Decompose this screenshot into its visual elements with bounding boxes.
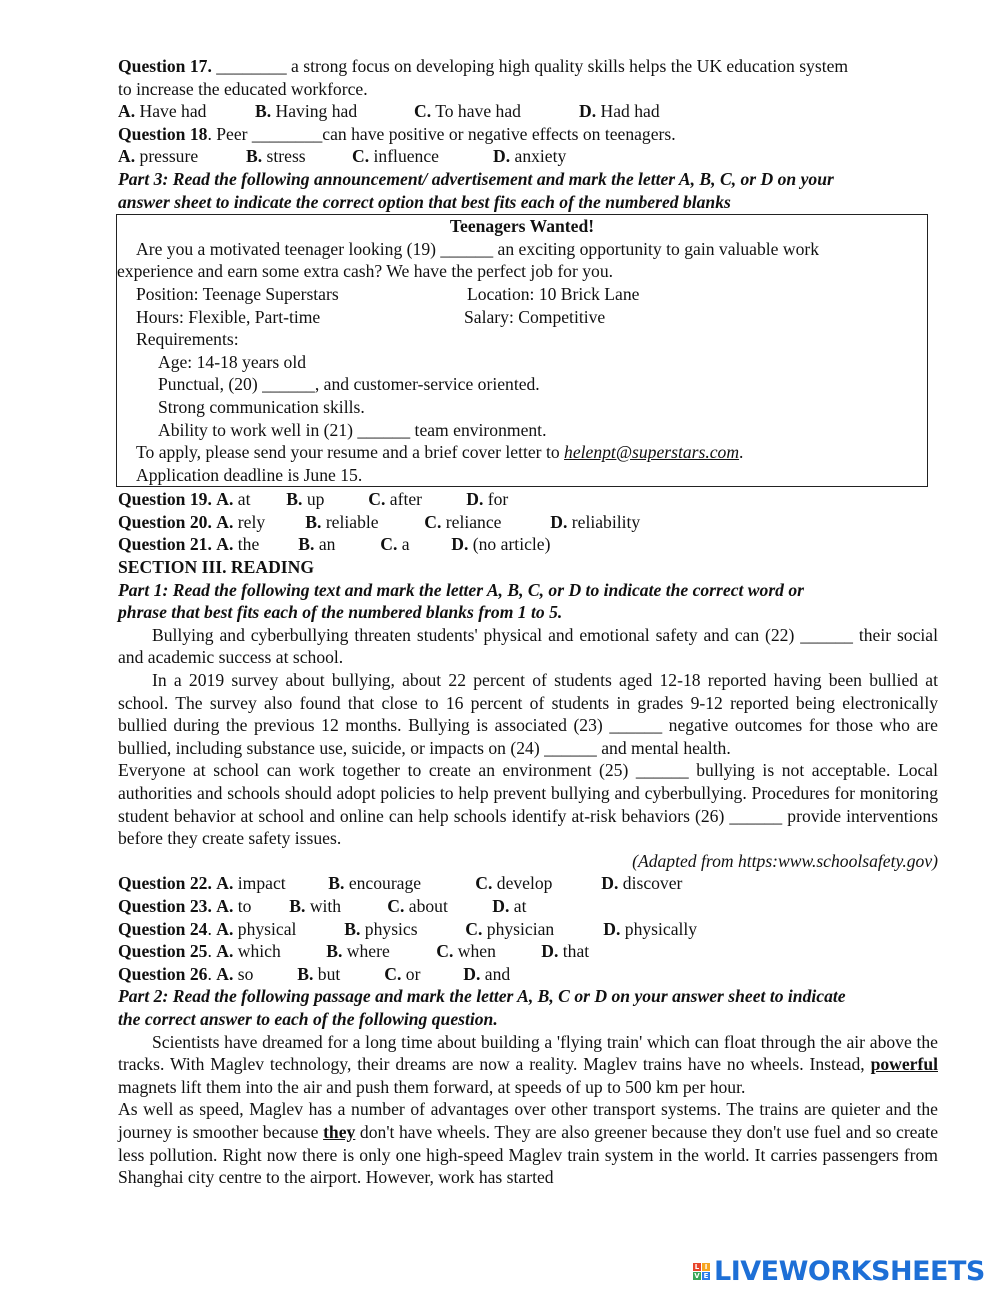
option-d[interactable]: D. for [466, 489, 509, 510]
option-c[interactable]: C. after [368, 489, 423, 510]
passage-2-paragraph-1: Scientists have dreamed for a long time about building a 'flying train' which can float through the air above the tracks. With Maglev technology, their dreams are now a reality. Maglev trains have no wheels. Instead, powerful magnets lift them into the air and push them forward, at speeds of up to 500 km per hour. [118, 1031, 938, 1097]
passage-1-paragraph-1: Bullying and cyberbullying threaten students' physical and emotional safety and can (22) ______ their social and academic success at school. [118, 624, 938, 668]
option-d[interactable]: D. at [492, 895, 527, 916]
requirement-teamwork: Ability to work well in (21) ______ team environment. [158, 419, 547, 440]
liveworksheets-logo[interactable] [693, 1254, 985, 1288]
section-3-heading: SECTION III. READING [118, 557, 315, 578]
announcement-hours-row: Hours: Flexible, Part-time Salary: Competitive [136, 306, 606, 327]
announcement-deadline: Application deadline is June 15. [136, 464, 363, 485]
question-23: Question 23. A. to B. with C. about D. at [118, 895, 527, 916]
highlighted-word-powerful: powerful [870, 1054, 938, 1075]
option-c[interactable]: C. influence [352, 146, 439, 167]
option-d[interactable]: D. and [463, 963, 511, 984]
question-18-options [118, 145, 938, 168]
option-a[interactable]: A. impact [216, 873, 286, 894]
option-b[interactable]: B. but [297, 963, 341, 984]
option-c[interactable]: C. when [436, 941, 496, 962]
option-d[interactable]: D. that [541, 941, 590, 962]
option-d[interactable]: D. discover [601, 873, 683, 894]
question-20: Question 20. A. rely B. reliable C. reliance D. reliability [118, 511, 641, 532]
option-c[interactable]: C. a [380, 534, 410, 555]
option-a[interactable]: A. at [216, 489, 251, 510]
option-a[interactable]: A. the [216, 534, 260, 555]
part-1-instruction-continued: phrase that best fits each of the numbered blanks from 1 to 5. [118, 602, 563, 623]
announcement-intro-continued: experience and earn some extra cash? We have the perfect job for you. [117, 261, 614, 282]
announcement-title: Teenagers Wanted! [449, 216, 595, 237]
part-2-instruction: Part 2: Read the following passage and mark the letter A, B, C or D on your answer sheet to indicate [118, 986, 846, 1007]
option-b[interactable]: B. with [289, 895, 342, 916]
option-c[interactable]: C. develop [475, 873, 553, 894]
announcement-requirements: Requirements: [136, 329, 239, 350]
question-26: Question 26. A. so B. but C. or D. and [118, 963, 511, 984]
option-c[interactable]: C. about [387, 895, 448, 916]
question-25: Question 25. A. which B. where C. when D. that [118, 941, 590, 962]
question-19: Question 19. A. at B. up C. after D. for [118, 489, 509, 510]
option-d[interactable]: D. anxiety [493, 146, 567, 167]
part-1-instruction: Part 1: Read the following text and mark the letter A, B, C, or D to indicate the correct word or [118, 579, 805, 600]
option-b[interactable]: B. encourage [328, 873, 422, 894]
part-3-instruction: Part 3: Read the following announcement/ advertisement and mark the letter A, B, C, or D on your [118, 168, 834, 189]
question-17: Question 17. ________ a strong focus on developing high quality skills helps the UK education system [118, 56, 849, 76]
highlighted-word-they: they [323, 1121, 356, 1142]
question-17-options [118, 100, 938, 123]
passage-1-source: (Adapted from https:www.schoolsafety.gov) [632, 850, 938, 871]
option-a[interactable]: A. to [216, 895, 252, 916]
announcement-apply: To apply, please send your resume and a brief cover letter to helenpt@superstars.com. [136, 442, 744, 463]
option-b[interactable]: B. up [286, 489, 325, 510]
question-22: Question 22. A. impact B. encourage C. develop D. discover [118, 873, 683, 894]
logo-text: LIVEWORKSHEETS [714, 1255, 985, 1287]
option-c[interactable]: C. To have had [414, 101, 521, 122]
announcement-intro: Are you a motivated teenager looking (19) ______ an exciting opportunity to gain valuable work [136, 238, 820, 259]
option-a[interactable]: A. pressure [118, 146, 199, 167]
email-link[interactable]: helenpt@superstars.com [564, 442, 740, 463]
requirement-punctual: Punctual, (20) ______, and customer-service oriented. [158, 374, 540, 395]
question-21: Question 21. A. the B. an C. a D. (no article) [118, 534, 551, 555]
option-d[interactable]: D. physically [603, 918, 698, 939]
option-b[interactable]: B. an [298, 534, 336, 555]
option-d[interactable]: D. Had had [579, 101, 660, 122]
option-b[interactable]: B. reliable [305, 511, 379, 532]
logo-mark-icon: L I V E [694, 1262, 709, 1280]
option-b[interactable]: B. Having had [255, 101, 358, 122]
passage-1-paragraph-2: In a 2019 survey about bullying, about 22 percent of students aged 12-18 reported having been bullied at school. The survey also found that close to 16 percent of students in grades 9-12 reported being electronically bullied during the previous 12 months. Bullying is associated (23) ______ negative outcomes for those who are bullied, including substance use, suicide, or impacts on (24) ______ and mental health. [118, 670, 938, 758]
option-c[interactable]: C. or [384, 963, 421, 984]
option-b[interactable]: B. stress [246, 146, 306, 167]
worksheet-page [118, 55, 938, 1189]
option-a[interactable]: A. Have had [118, 101, 207, 122]
option-d[interactable]: D. (no article) [451, 534, 551, 555]
passage-2-paragraph-2: As well as speed, Maglev has a number of advantages over other transport systems. The trains are quieter and the journey is smoother because they don't have wheels. They are also greener because they don't use fuel and so create less pollution. Right now there is only one high-speed Maglev train system in the world. It carries passengers from Shanghai city centre to the airport. However, work has started [118, 1099, 939, 1188]
option-b[interactable]: B. physics [344, 918, 418, 939]
option-a[interactable]: A. rely [216, 511, 266, 532]
announcement-position-row: Position: Teenage Superstars Location: 10 Brick Lane [136, 283, 640, 304]
part-3-instruction-continued: answer sheet to indicate the correct option that best fits each of the numbered blanks [118, 191, 731, 212]
passage-1-paragraph-3: Everyone at school can work together to create an environment (25) ______ bullying is not acceptable. Local authorities and schools should adopt policies to help prevent bullying and cyberbullying. Procedures for monitoring student behavior at school and online can help schools identify at-risk behaviors (26) ______ provide interventions before they create safety issues. [118, 760, 938, 849]
option-d[interactable]: D. reliability [550, 511, 641, 532]
announcement-box [116, 214, 928, 487]
option-a[interactable]: A. which [216, 941, 281, 962]
option-b[interactable]: B. where [326, 941, 390, 962]
option-c[interactable]: C. physician [465, 918, 555, 939]
option-a[interactable]: A. so [216, 963, 254, 984]
question-17-continued: to increase the educated workforce. [118, 78, 368, 99]
question-24: Question 24. A. physical B. physics C. physician D. physically [118, 918, 698, 939]
requirement-communication: Strong communication skills. [158, 396, 365, 417]
requirement-age: Age: 14-18 years old [158, 351, 307, 372]
question-18: Question 18. Peer ________can have positive or negative effects on teenagers. [118, 123, 676, 144]
option-c[interactable]: C. reliance [424, 511, 502, 532]
option-a[interactable]: A. physical [216, 918, 297, 939]
part-2-instruction-continued: the correct answer to each of the following question. [118, 1008, 498, 1029]
